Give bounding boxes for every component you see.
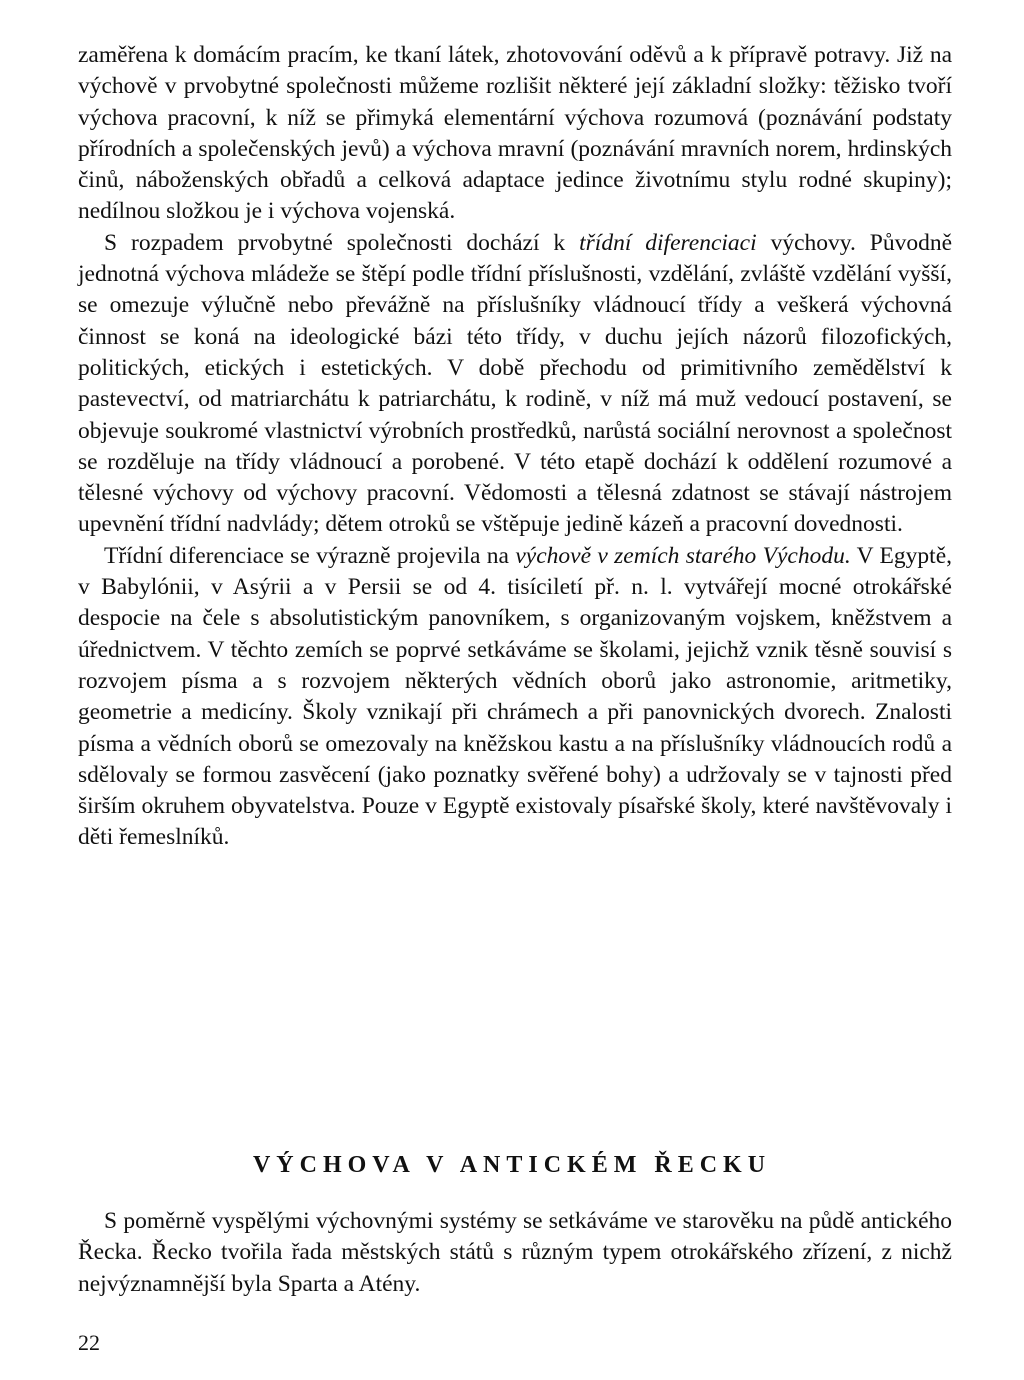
paragraph3-text-after: V Egyptě, v Babylónii, v Asýrii a v Persii se od 4. tisíciletí př. n. l. vytvářejí mocné otrokářské despocie na čele s absolutistickým panovníkem, s organizovaným vojskem, kněžstvem a úřednictvem. V těchto zemích se poprvé setkáváme se školami, jejichž vznik těsně souvisí s rozvojem písma a s rozvojem některých vědních oborů jako astronomie, aritmetiky, geometrie a medicíny. Školy vznikají při chrámech a při panovnických dvorech. Znalosti písma a vědních oborů se omezovaly na kněžskou kastu a na příslušníky vládnoucích rodů a sdělovaly se formou zasvěcení (jako poznatky svěřené bohy) a udržovaly se v tajnosti před širším okruhem obyvatelstva. Pouze v Egyptě existovaly písařské školy, které navštěvovaly i děti řemeslníků. [78,542,952,851]
paragraph2-text-after: výchovy. Původně jednotná výchova mládeže se štěpí podle třídní příslušnosti, vzdělání, zvláště vzdělání vyšší, se omezuje výlučně nebo převážně na příslušníky vládnoucí třídy a veškerá výchovná činnost se koná na ideologické bázi této třídy, v duchu jejích názorů filozofických, politických, etických i estetických. V době přechodu od primitivního zemědělství k pastevectví, od matriarchátu k patriarchátu, k rodině, v níž má muž vedoucí postavení, se objevuje soukromé vlastnictví výrobních prostředků, narůstá sociální nerovnost a společnost se rozděluje na třídy vládnoucí a porobené. V této etapě dochází k oddělení rozumové a tělesné výchovy od výchovy pracovní. Vědomosti a tělesná zdatnost se stávají nástrojem upevnění třídní nadvlády; dětem otroků se vštěpuje jedině kázeň a pracovní dovednosti. [78,229,953,538]
paragraph-class-differentiation [78,228,952,541]
section-heading: VÝCHOVA V ANTICKÉM ŘECKU [252,1152,772,1178]
paragraph2-text-before: S rozpadem prvobytné společnosti dochází k [104,229,580,256]
paragraph3-emphasis: výchově v zemích starého Východu. [515,542,851,569]
page-number: 22 [78,1330,100,1355]
section-body [78,1206,952,1300]
paragraph-ancient-greece: S poměrně vyspělými výchovnými systémy se setkáváme ve starověku na půdě antického Řecka. Řecko tvořila řada městských států s různým typem otrokářského zřízení, z nichž nejvýznamnější byla Sparta a Atény. [78,1208,952,1297]
paragraph-ancient-east [78,541,952,854]
page-body [78,40,952,854]
paragraph2-emphasis: třídní diferenciaci [579,229,757,256]
paragraph-education-components: zaměřena k domácím pracím, ke tkaní látek, zhotovování oděvů a k přípravě potravy. Již na výchově v prvobytné společnosti můžeme rozlišit některé její základní složky: těžisko tvoří výchova pracovní, k níž se přimyká elementární výchova rozumová (poznávání podstaty přírodních a společenských jevů) a výchova mravní (poznávání mravních norem, hrdinských činů, náboženských obřadů a celková adaptace jedince životnímu stylu rodné skupiny); nedílnou složkou je i výchova vojenská. [78,42,952,225]
paragraph3-text-before: Třídní diferenciace se výrazně projevila na [104,542,516,569]
